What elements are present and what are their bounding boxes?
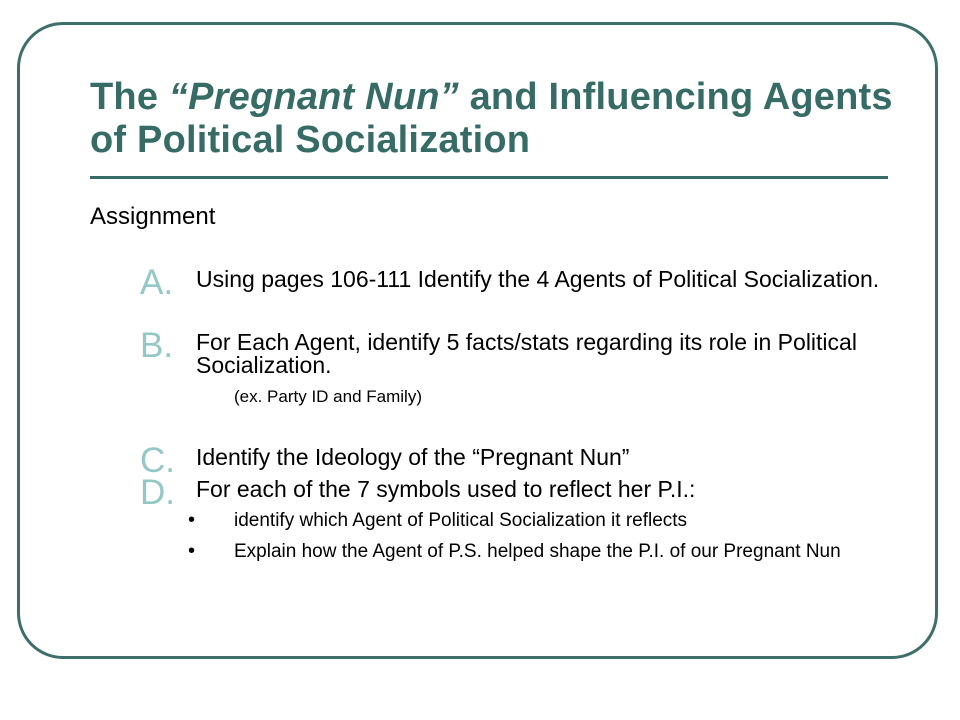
list-item-c xyxy=(140,441,886,480)
list-item-text: Using pages 106-111 Identify the 4 Agents of Political Socialization. xyxy=(196,266,880,292)
list-letter: C. xyxy=(140,441,175,480)
bullet-item-2 xyxy=(188,541,874,562)
bullet-text: Explain how the Agent of P.S. helped shape the P.I. of our Pregnant Nun xyxy=(234,541,841,562)
list-item-text: Identify the Ideology of the “Pregnant Nun” xyxy=(196,444,630,470)
list-item-b xyxy=(140,326,886,378)
title-divider xyxy=(90,176,888,179)
list-item-text: For Each Agent, identify 5 facts/stats regarding its role in Political Socialization. xyxy=(196,329,857,378)
example-note: (ex. Party ID and Family) xyxy=(234,387,422,406)
slide-title: The “Pregnant Nun” and Influencing Agents of Political Socialization xyxy=(90,76,893,161)
bullet-item-1 xyxy=(188,510,874,531)
list-letter: D. xyxy=(140,473,175,512)
bullet-text: identify which Agent of Political Socialization it reflects xyxy=(234,510,688,531)
list-item-a xyxy=(140,263,886,302)
list-item-text: For each of the 7 symbols used to reflect her P.I.: xyxy=(196,476,696,502)
bullet-dot-icon: • xyxy=(188,540,196,562)
bullet-dot-icon: • xyxy=(188,509,196,531)
list-item-d xyxy=(140,473,886,512)
list-letter: B. xyxy=(140,326,174,365)
list-letter: A. xyxy=(140,263,174,302)
assignment-heading: Assignment xyxy=(90,203,216,230)
